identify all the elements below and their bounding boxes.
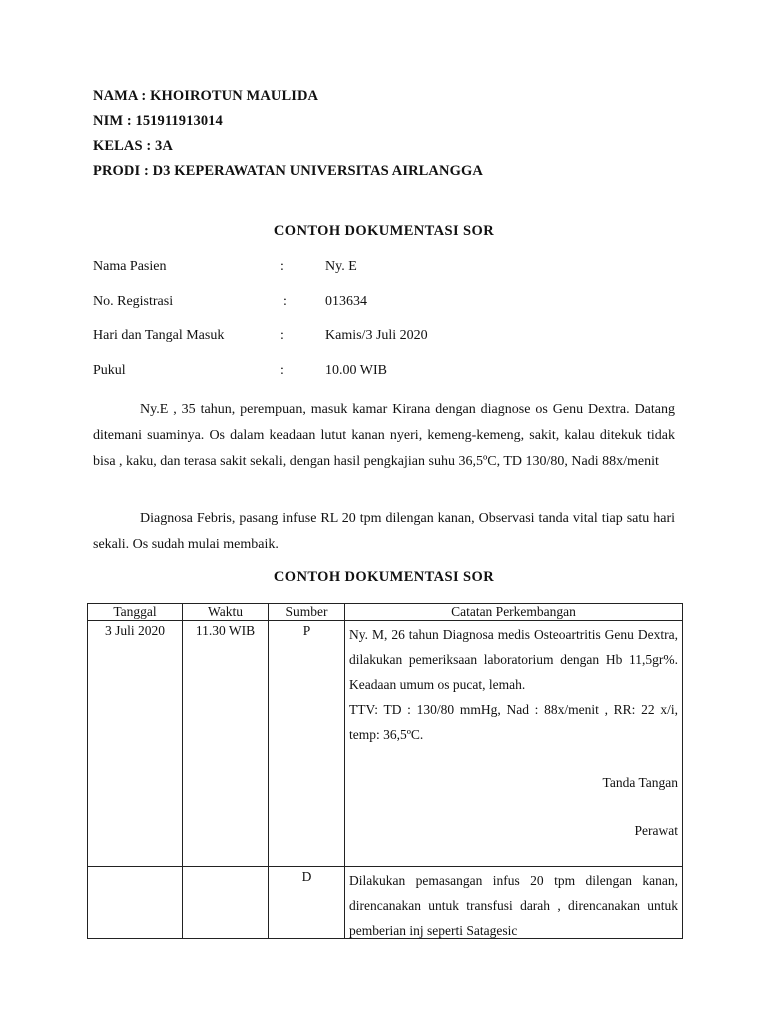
field-value: 10.00 WIB xyxy=(325,363,387,378)
note-vitals: TTV: TD : 130/80 mmHg, Nad : 88x/menit , RR: 22 x/i, temp: 36,5ºC. xyxy=(349,702,678,742)
cell-sumber: P xyxy=(269,621,345,867)
cell-tanggal xyxy=(88,867,183,939)
header-waktu: Waktu xyxy=(183,604,269,621)
field-colon: : xyxy=(283,294,287,309)
field-label: Hari dan Tangal Masuk xyxy=(93,328,225,343)
field-value: Ny. E xyxy=(325,259,357,274)
progress-note xyxy=(349,621,678,747)
student-program: PRODI : D3 KEPERAWATAN UNIVERSITAS AIRLANGGA xyxy=(93,163,483,179)
cell-catatan xyxy=(345,621,683,867)
diagnosis-paragraph: Diagnosa Febris, pasang infuse RL 20 tpm dilengan kanan, Observasi tanda vital tiap satu hari sekali. Os sudah mulai membaik. xyxy=(93,511,675,552)
progress-note xyxy=(349,867,678,938)
table-row xyxy=(88,621,683,867)
cell-sumber: D xyxy=(269,867,345,939)
nurse-label: Perawat xyxy=(634,823,678,838)
header-sumber: Sumber xyxy=(269,604,345,621)
header-tanggal: Tanggal xyxy=(88,604,183,621)
table-title: CONTOH DOKUMENTASI SOR xyxy=(273,569,495,585)
table-header-row xyxy=(88,604,683,621)
cell-catatan xyxy=(345,867,683,939)
header-catatan: Catatan Perkembangan xyxy=(345,604,683,621)
field-value: Kamis/3 Juli 2020 xyxy=(325,328,428,343)
sor-table xyxy=(87,603,683,939)
field-label: Pukul xyxy=(93,363,126,378)
field-value: 013634 xyxy=(325,294,367,309)
field-label: No. Registrasi xyxy=(93,294,174,309)
section-title: CONTOH DOKUMENTASI SOR xyxy=(273,223,495,239)
table-row xyxy=(88,867,683,939)
cell-waktu: 11.30 WIB xyxy=(183,621,269,867)
student-nim: NIM : 151911913014 xyxy=(93,113,223,129)
case-paragraph: Ny.E , 35 tahun, perempuan, masuk kamar Kirana dengan diagnose os Genu Dextra. Datang ditemani suaminya. Os dalam keadaan lutut kanan nyeri, kemeng-kemeng, sakit, kalau ditekuk tidak bisa , kaku, dan terasa sakit sekali, dengan hasil pengkajian suhu 36,5ºC, TD 130/80, Nadi 88x/menit xyxy=(93,402,675,469)
cell-tanggal: 3 Juli 2020 xyxy=(88,621,183,867)
student-name: NAMA : KHOIROTUN MAULIDA xyxy=(93,88,319,104)
note-text: Dilakukan pemasangan infus 20 tpm dilengan kanan, direncanakan untuk transfusi darah , direncanakan untuk pemberian inj seperti Satagesic xyxy=(349,873,678,938)
student-class: KELAS : 3A xyxy=(93,138,173,154)
note-text: Ny. M, 26 tahun Diagnosa medis Osteoartritis Genu Dextra, dilakukan pemeriksaan laboratorium dengan Hb 11,5gr%. Keadaan umum os pucat, lemah. xyxy=(349,627,678,692)
field-colon: : xyxy=(280,363,284,378)
field-colon: : xyxy=(280,259,284,274)
field-colon: : xyxy=(280,328,284,343)
field-label: Nama Pasien xyxy=(93,259,167,274)
signature-label: Tanda Tangan xyxy=(602,775,678,790)
cell-waktu xyxy=(183,867,269,939)
